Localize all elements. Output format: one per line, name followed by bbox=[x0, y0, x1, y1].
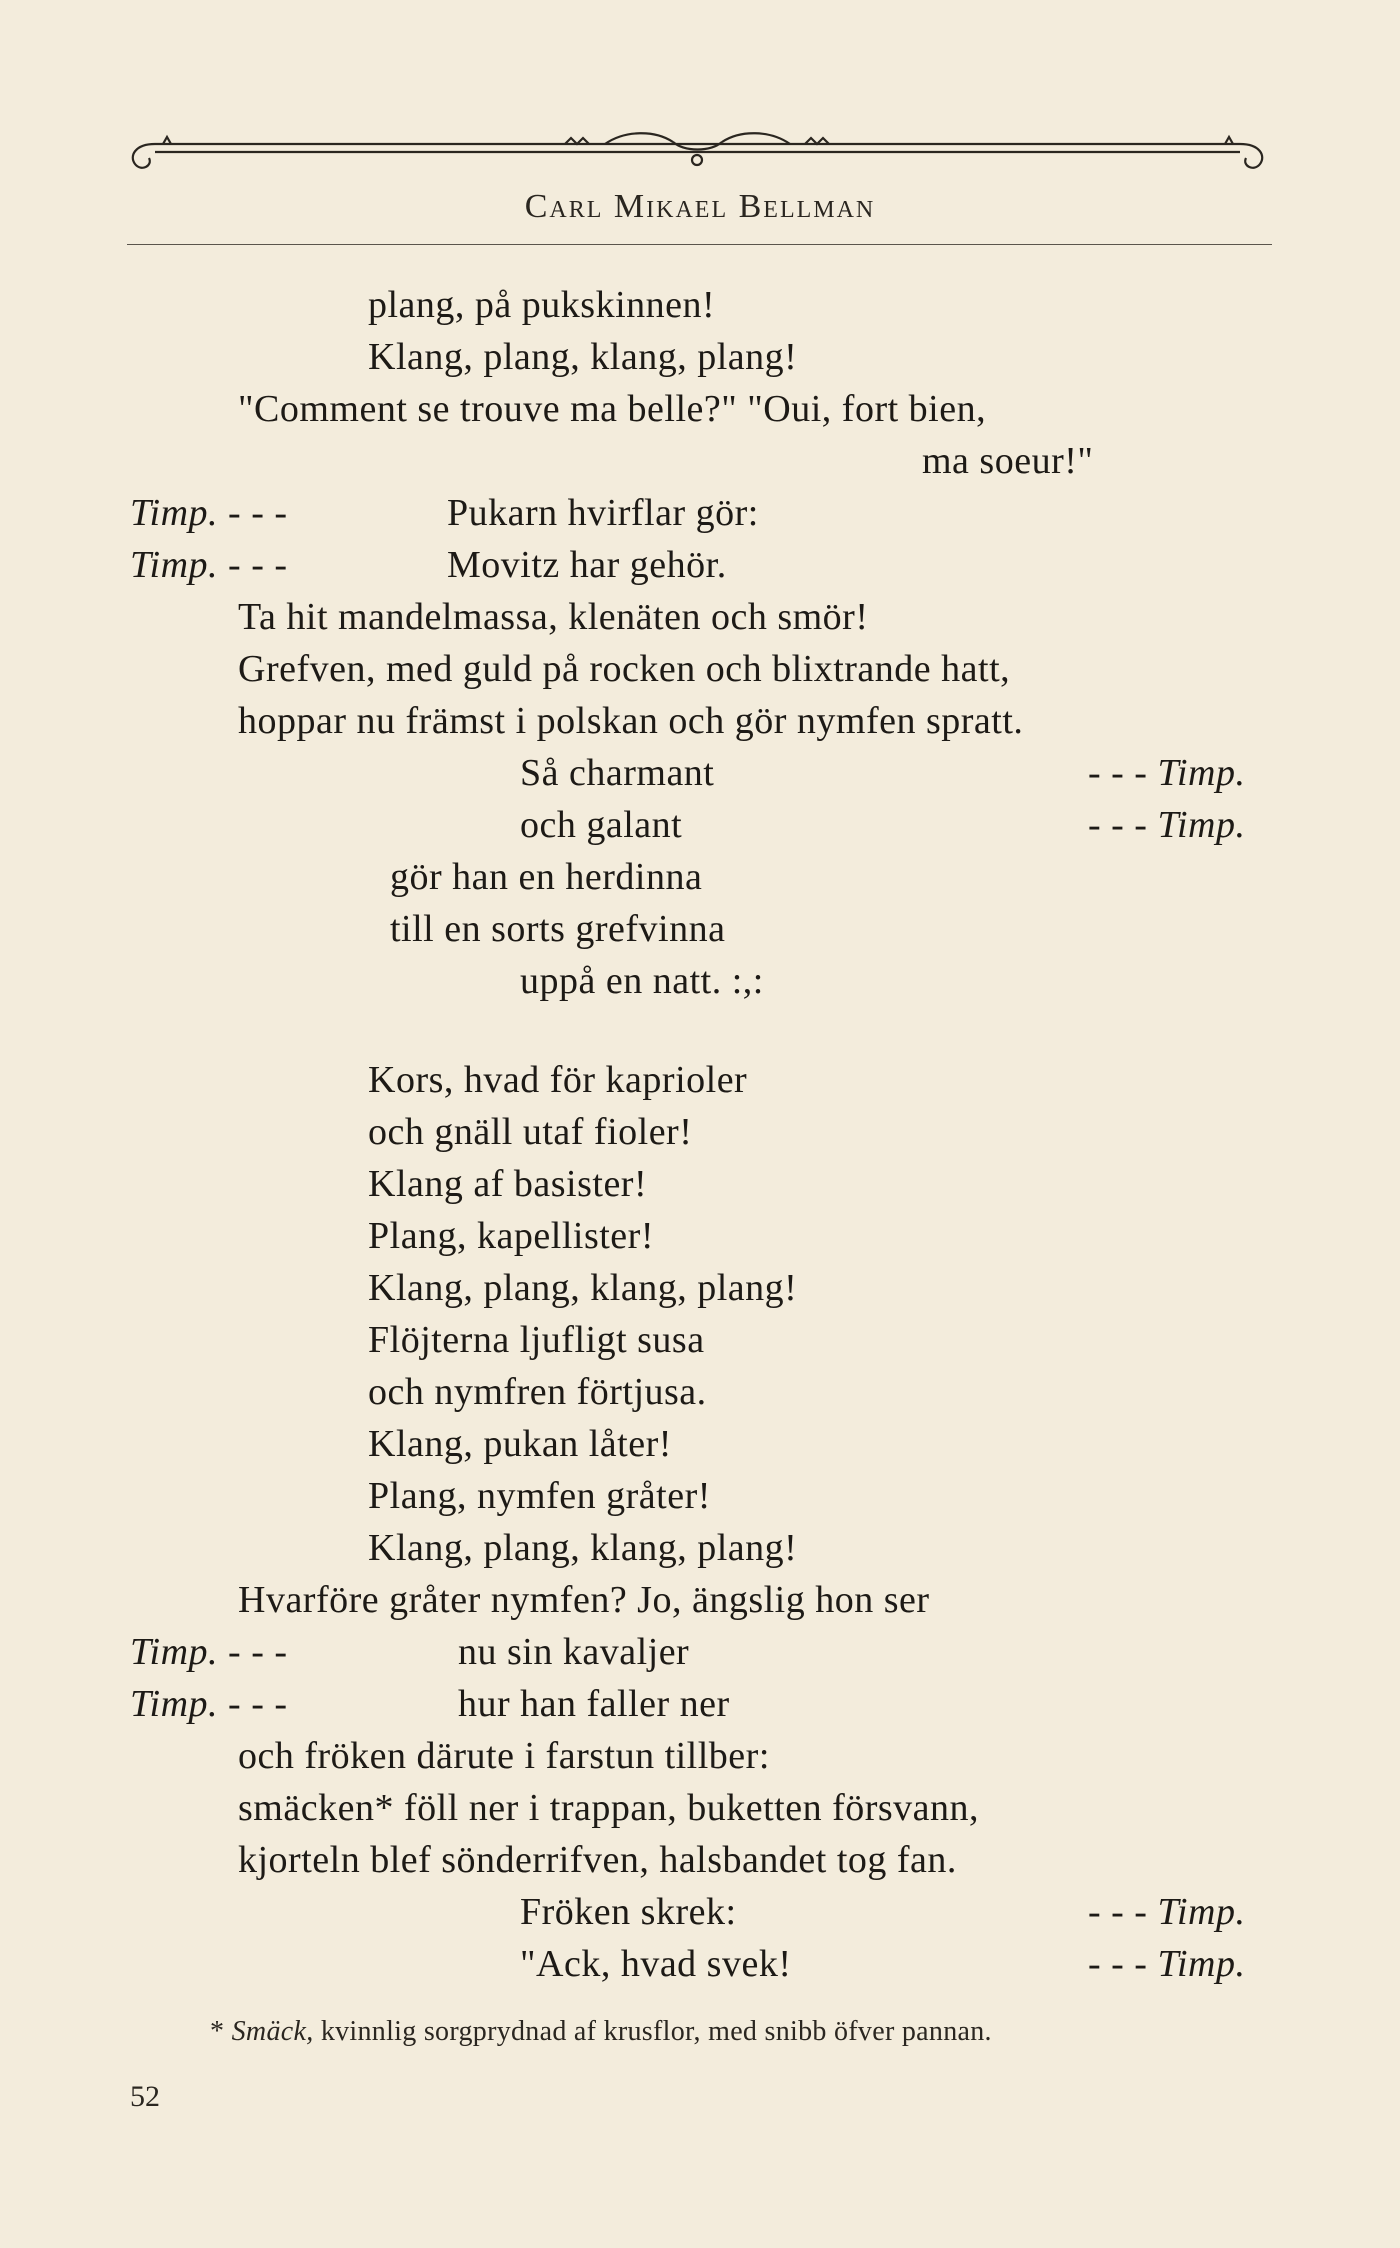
timp-marker: Timp. - - - bbox=[130, 1631, 288, 1673]
verse-line: Plang, kapellister! bbox=[368, 1215, 654, 1257]
verse-line: och gnäll utaf fioler! bbox=[368, 1111, 693, 1153]
verse-line: Hvarföre gråter nymfen? Jo, ängslig hon ser bbox=[238, 1579, 930, 1621]
verse-line: och fröken därute i farstun tillber: bbox=[238, 1735, 770, 1777]
timp-marker: - - - Timp. bbox=[1088, 1943, 1246, 1985]
timp-marker: Timp. - - - bbox=[130, 544, 288, 586]
verse-line: Ta hit mandelmassa, klenäten och smör! bbox=[238, 596, 869, 638]
timp-marker: Timp. - - - bbox=[130, 1683, 288, 1725]
verse-line: Grefven, med guld på rocken och blixtrande hatt, bbox=[238, 648, 1011, 690]
header-rule bbox=[127, 244, 1272, 245]
verse-line: Flöjterna ljufligt susa bbox=[368, 1319, 705, 1361]
verse-line: gör han en herdinna bbox=[390, 856, 703, 898]
verse-line: Movitz har gehör. bbox=[447, 544, 727, 586]
timp-marker: - - - Timp. bbox=[1088, 752, 1246, 794]
page-number: 52 bbox=[130, 2080, 160, 2113]
verse-line: nu sin kavaljer bbox=[458, 1631, 690, 1673]
verse-line: Pukarn hvirflar gör: bbox=[447, 492, 759, 534]
verse-line: och galant bbox=[520, 804, 683, 846]
timp-marker: - - - Timp. bbox=[1088, 804, 1246, 846]
verse-line: Klang, plang, klang, plang! bbox=[368, 336, 798, 378]
verse-line: hoppar nu främst i polskan och gör nymfen spratt. bbox=[238, 700, 1024, 742]
footnote-text: kvinnlig sorgprydnad af krusflor, med snibb öfver pannan. bbox=[320, 2016, 992, 2047]
decorative-header-ornament-icon bbox=[125, 130, 1270, 190]
verse-line: Fröken skrek: bbox=[520, 1891, 737, 1933]
verse-line: Så charmant bbox=[520, 752, 715, 794]
timp-marker: Timp. - - - bbox=[130, 492, 288, 534]
verse-line: ma soeur!" bbox=[922, 440, 1094, 482]
verse-line: plang, på pukskinnen! bbox=[368, 284, 716, 326]
verse-line: uppå en natt. :,: bbox=[520, 960, 764, 1002]
footnote-term: Smäck, bbox=[231, 2016, 314, 2047]
verse-line: hur han faller ner bbox=[458, 1683, 730, 1725]
verse-line: Kors, hvad för kaprioler bbox=[368, 1059, 748, 1101]
verse-line: "Ack, hvad svek! bbox=[520, 1943, 792, 1985]
verse-line: till en sorts grefvinna bbox=[390, 908, 726, 950]
verse-line: Klang, plang, klang, plang! bbox=[368, 1527, 798, 1569]
verse-line: och nymfren förtjusa. bbox=[368, 1371, 707, 1413]
verse-line: kjorteln blef sönderrifven, halsbandet tog fan. bbox=[238, 1839, 957, 1881]
verse-line: Klang, plang, klang, plang! bbox=[368, 1267, 798, 1309]
verse-line: "Comment se trouve ma belle?" "Oui, fort bien, bbox=[238, 388, 987, 430]
verse-line: smäcken* föll ner i trappan, buketten försvann, bbox=[238, 1787, 980, 1829]
footnote-marker: * bbox=[210, 2016, 225, 2047]
timp-marker: - - - Timp. bbox=[1088, 1891, 1246, 1933]
verse-line: Plang, nymfen gråter! bbox=[368, 1475, 711, 1517]
verse-line: Klang, pukan låter! bbox=[368, 1423, 672, 1465]
running-header: Carl Mikael Bellman bbox=[524, 188, 876, 225]
verse-line: Klang af basister! bbox=[368, 1163, 648, 1205]
footnote bbox=[210, 2016, 992, 2048]
